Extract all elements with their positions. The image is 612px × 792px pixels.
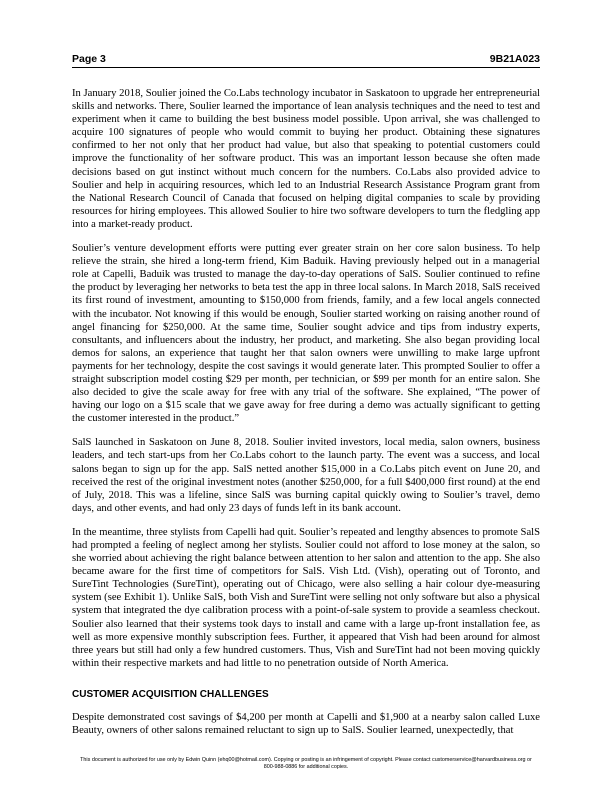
copyright-footer [0, 757, 612, 771]
paragraph-venture-development: Soulier’s venture development efforts were putting ever greater strain on her core salon business. To help relieve the strain, she hired a long-term friend, Kim Baduik. Having previously helped out in a managerial role at Capelli, Baduik was trusted to manage the day-to-day operations of SalS. Soulier continued to refine the product by leveraging her networks to beta test the app in three local salons. In March 2018, SalS received its first round of investment, amounting to $150,000 from friends, family, and a few local angels connected with the incubator. Not knowing if this would be enough, Soulier started working on raising another round of angel financing for $250,000. At the same time, Soulier sought advice and tips from industry experts, consultants, and influencers about the industry, her product, and marketing. She also began providing local demos for salons, an experience that taught her that salon owners were unwilling to make large upfront payments for her technology, despite the cost savings it would generate later. This prompted Soulier to offer a straight subscription model costing $29 per month, per technician, or $99 per month for an entire salon. She also decided to give the scale away for free with any trial of the software. She explained, “The power of having our logo on a $15 scale that we gave away for free during a demo was actually significant to getting the customer interested in the product.” [72, 243, 540, 425]
paragraph-colabs: In January 2018, Soulier joined the Co.Labs technology incubator in Saskatoon to upgrade her entrepreneurial skills and networks. There, Soulier learned the importance of lean analysis techniques and the need to test and experiment when it came to building the best business model possible. Upon arrival, she was challenged to acquire 100 signatures of people who would commit to buying her product. Obtaining these signatures confirmed to her not only that her product had value, but also that speaking to potential customers could improve the functionality of her software product. This was an important lesson because she often made decisions based on gut instinct without much concern for the numbers. Co.Labs also provided advice to Soulier and help in acquiring resources, which led to an Industrial Research Assistance Program grant from the National Research Council of Canada that focused on helping digital companies to scale by providing resources for hiring employees. This allowed Soulier to hire two software developers to turn the fledgling app into a market-ready product. [72, 88, 540, 230]
footer-line-1: This document is authorized for use only by Edwin Quinn (ehq00@hotmail.com). Copying or posting is an infringement of copyright. Please contact customerservice@harvardbusiness.org or [80, 757, 532, 763]
paragraph-customer-acquisition: Despite demonstrated cost savings of $4,200 per month at Capelli and $1,900 at a nearby salon called Luxe Beauty, owners of other salons remained reluctant to sign up to SalS. Soulier learned, unexpectedly, that [72, 712, 540, 737]
paragraph-launch: SalS launched in Saskatoon on June 8, 2018. Soulier invited investors, local media, salon owners, business leaders, and tech start-ups from her Co.Labs cohort to the launch party. The event was a success, and local salons began to sign up for the app. SalS netted another $15,000 in a Co.Labs pitch event on June 20, and received the rest of the original investment notes (another $250,000, for a full $400,000 first round) at the end of July, 2018. This was a lifeline, since SalS was burning capital quickly owing to Soulier’s travel, demo days, and other events, and had only 23 days of funds left in its bank account. [72, 437, 540, 514]
footer-line-2: 800-988-0886 for additional copies. [263, 764, 349, 770]
page-number: Page 3 [72, 53, 106, 65]
section-heading: CUSTOMER ACQUISITION CHALLENGES [72, 688, 269, 700]
case-code: 9B21A023 [489, 53, 540, 65]
paragraph-competitors: In the meantime, three stylists from Capelli had quit. Soulier’s repeated and lengthy absences to promote SalS had prompted a feeling of neglect among her stylists. Soulier could not afford to lose money at the salon, so she worried about achieving the right balance between attention to her salon and attention to the app. She also became aware for the first time of competitors for SalS. Vish Ltd. (Vish), operating out of Toronto, and SureTint Technologies (SureTint), operating out of Chicago, were also selling a hair colour dye-measuring system (see Exhibit 1). Unlike SalS, both Vish and SureTint were selling not only software but also a physical system that integrated the dye calibration process with a point-of-sale system to provide a seamless checkout. Soulier also learned that their systems took days to install and came with a large up-front installation fee, as well as more expensive monthly subscription fees. Further, it appeared that Vish had been around for almost three years but still had only a few hundred customers. Thus, Vish and SureTint had not been moving quickly within their respective markets and had little to no penetration outside of North America. [72, 526, 540, 669]
header-rule [72, 67, 540, 68]
page-header [72, 53, 540, 65]
body-text [72, 87, 540, 748]
